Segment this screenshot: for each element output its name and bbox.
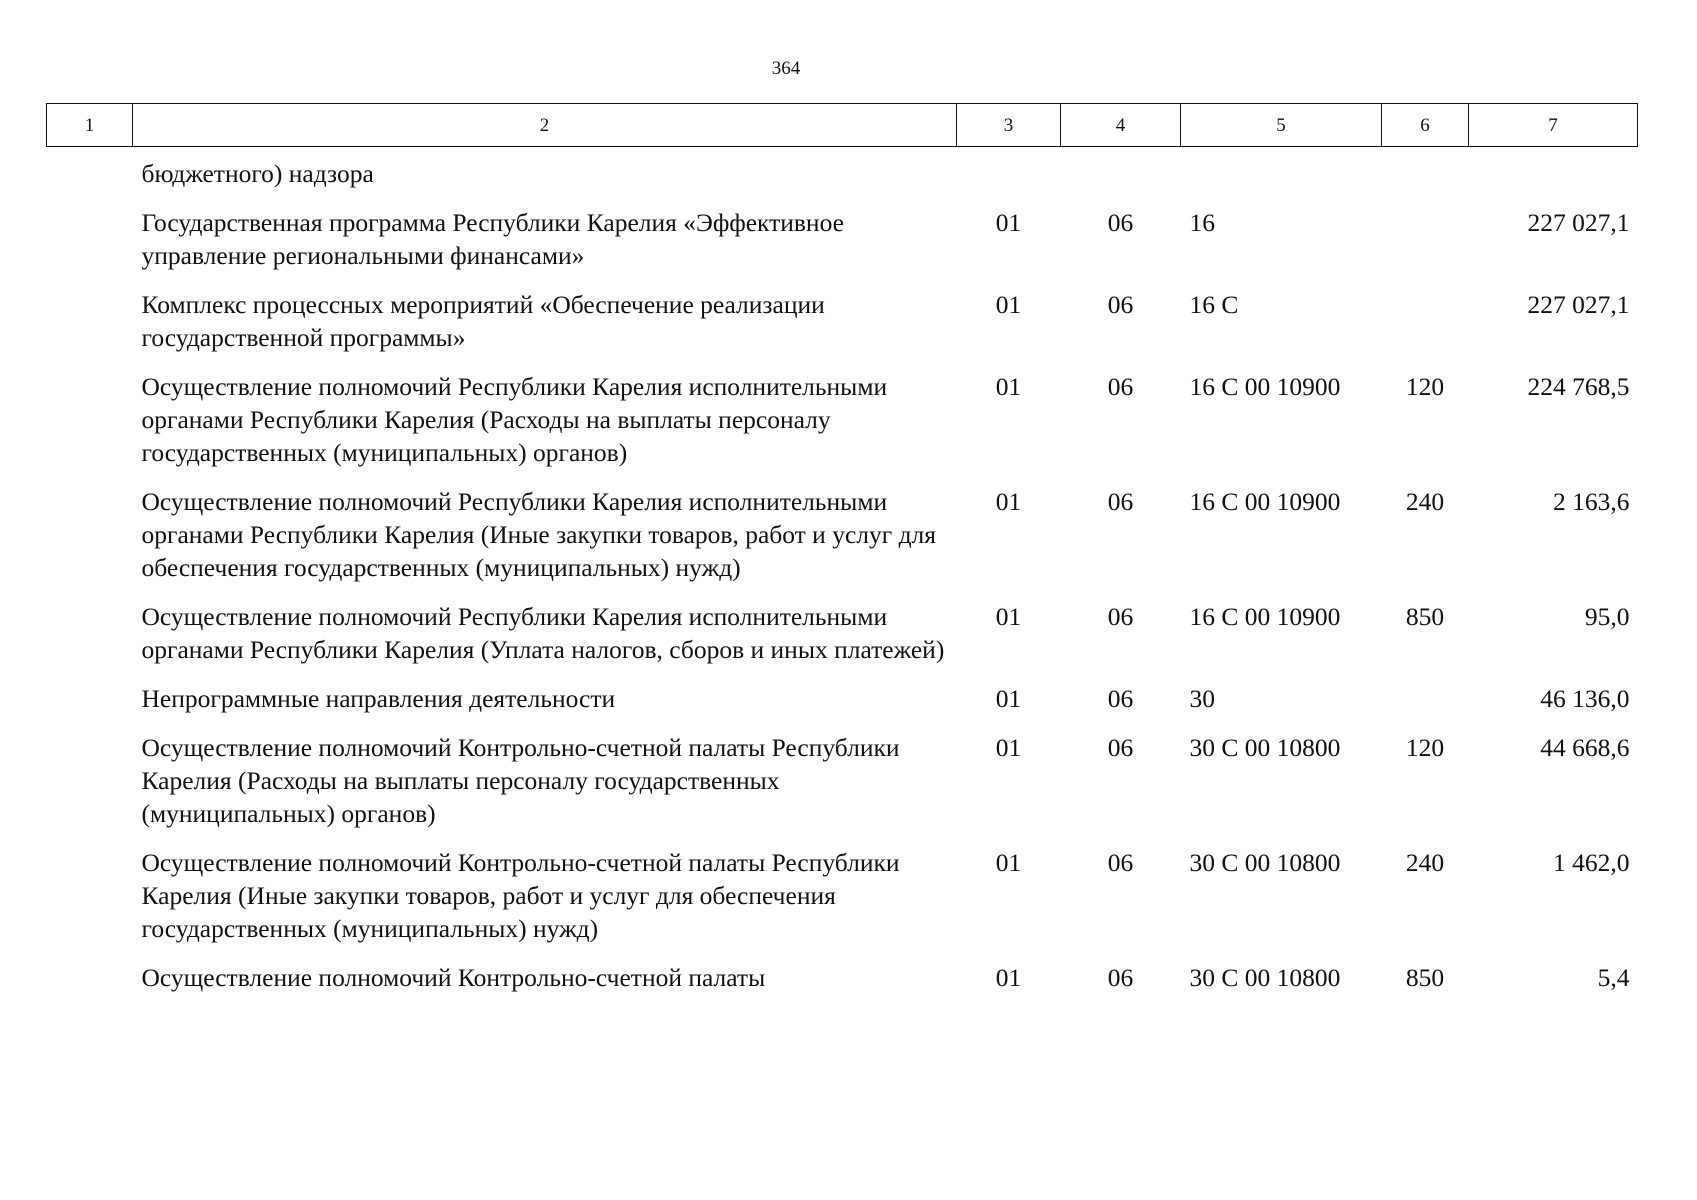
header-col-6: 6	[1382, 104, 1469, 147]
row-name: Осуществление полномочий Республики Карелия исполнительными органами Республики Карелия (Уплата налогов, сборов и иных платежей)	[141, 602, 945, 664]
continuation-text: бюджетного) надзора	[141, 159, 374, 188]
row-subsection: 06	[1107, 733, 1134, 762]
row-target-code: 16 С 00 10900	[1189, 602, 1341, 631]
row-target-code: 30 С 00 10800	[1189, 848, 1341, 877]
page-number-text: 364	[771, 58, 801, 79]
row-target-code: 16 С	[1189, 290, 1239, 319]
header-col-3: 3	[957, 104, 1061, 147]
row-name: Осуществление полномочий Контрольно-счетной палаты Республики Карелия (Расходы на выплаты персоналу государственных (муниципальных) органов)	[141, 733, 900, 828]
row-expense-type: 850	[1405, 963, 1445, 992]
row-amount: 95,0	[1584, 602, 1630, 631]
row-target-code: 16	[1189, 208, 1215, 237]
table-row	[47, 272, 1638, 354]
table-row	[47, 469, 1638, 584]
row-name: Осуществление полномочий Контрольно-счетной палаты	[141, 963, 766, 992]
row-amount: 227 027,1	[1527, 208, 1630, 237]
row-amount: 5,4	[1597, 963, 1630, 992]
row-section: 01	[995, 208, 1022, 237]
table-row	[47, 830, 1638, 945]
row-section: 01	[995, 487, 1022, 516]
row-section: 01	[995, 963, 1022, 992]
row-target-code: 16 С 00 10900	[1189, 372, 1341, 401]
row-subsection: 06	[1107, 290, 1134, 319]
header-col-4: 4	[1061, 104, 1181, 147]
page-number	[0, 58, 1697, 80]
row-amount: 227 027,1	[1527, 290, 1630, 319]
table-row	[47, 715, 1638, 830]
continuation-row	[47, 147, 1638, 191]
row-subsection: 06	[1107, 208, 1134, 237]
row-section: 01	[995, 733, 1022, 762]
row-section: 01	[995, 602, 1022, 631]
row-expense-type	[1382, 190, 1469, 272]
row-name: Непрограммные направления деятельности	[141, 684, 616, 713]
header-row	[47, 104, 1638, 147]
row-amount: 2 163,6	[1553, 487, 1630, 516]
row-name: Комплекс процессных мероприятий «Обеспечение реализации государственной программы»	[141, 290, 825, 352]
row-expense-type: 850	[1405, 602, 1445, 631]
row-expense-type	[1382, 666, 1469, 715]
row-name: Государственная программа Республики Карелия «Эффективное управление региональными финансами»	[141, 208, 844, 270]
row-subsection: 06	[1107, 963, 1134, 992]
row-expense-type	[1382, 272, 1469, 354]
row-target-code: 16 С 00 10900	[1189, 487, 1341, 516]
row-name: Осуществление полномочий Контрольно-счетной палаты Республики Карелия (Иные закупки товаров, работ и услуг для обеспечения государственных (муниципальных) нужд)	[141, 848, 900, 943]
row-amount: 224 768,5	[1527, 372, 1630, 401]
row-expense-type: 120	[1405, 372, 1445, 401]
row-subsection: 06	[1107, 602, 1134, 631]
row-section: 01	[995, 848, 1022, 877]
row-expense-type: 120	[1405, 733, 1445, 762]
row-section: 01	[995, 372, 1022, 401]
row-expense-type: 240	[1405, 848, 1445, 877]
row-section: 01	[995, 290, 1022, 319]
row-subsection: 06	[1107, 848, 1134, 877]
table-row	[47, 666, 1638, 715]
row-subsection: 06	[1107, 684, 1134, 713]
row-target-code: 30	[1189, 684, 1215, 713]
row-target-code: 30 С 00 10800	[1189, 963, 1341, 992]
table-row	[47, 354, 1638, 469]
header-col-5: 5	[1181, 104, 1382, 147]
row-subsection: 06	[1107, 487, 1134, 516]
row-amount: 1 462,0	[1553, 848, 1630, 877]
table-row	[47, 945, 1638, 994]
row-target-code: 30 С 00 10800	[1189, 733, 1341, 762]
header-col-7: 7	[1469, 104, 1638, 147]
row-name: Осуществление полномочий Республики Карелия исполнительными органами Республики Карелия (Иные закупки товаров, работ и услуг для обеспечения государственных (муниципальных) нужд)	[141, 487, 937, 582]
header-col-2: 2	[133, 104, 957, 147]
row-name: Осуществление полномочий Республики Карелия исполнительными органами Республики Карелия (Расходы на выплаты персоналу государственных (муниципальных) органов)	[141, 372, 888, 467]
table-row	[47, 190, 1638, 272]
header-col-1: 1	[47, 104, 133, 147]
table-row	[47, 584, 1638, 666]
row-expense-type: 240	[1405, 487, 1445, 516]
row-amount: 46 136,0	[1540, 684, 1630, 713]
row-section: 01	[995, 684, 1022, 713]
row-amount: 44 668,6	[1540, 733, 1630, 762]
row-subsection: 06	[1107, 372, 1134, 401]
budget-table	[46, 103, 1638, 994]
